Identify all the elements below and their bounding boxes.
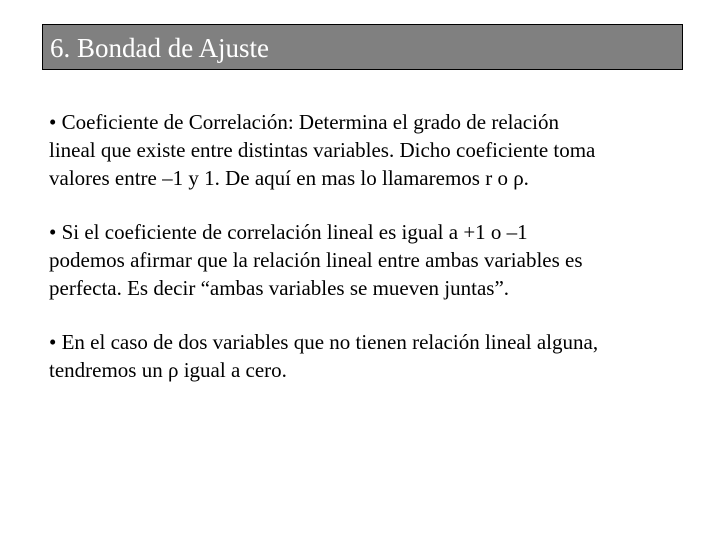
bullet-correlation-coefficient — [49, 108, 689, 192]
bullet-line: lineal que existe entre distintas variables. Dicho coeficiente toma — [49, 138, 596, 162]
bullet-line: perfecta. Es decir “ambas variables se mueven juntas”. — [49, 276, 510, 300]
bullet-line: podemos afirmar que la relación lineal entre ambas variables es — [49, 248, 583, 272]
bullet-line: • En el caso de dos variables que no tienen relación lineal alguna, — [49, 330, 599, 354]
bullet-line: tendremos un ρ igual a cero. — [49, 358, 287, 382]
bullet-perfect-correlation — [49, 218, 689, 302]
slide-content — [49, 108, 689, 410]
bullet-line: valores entre –1 y 1. De aquí en mas lo llamaremos r o ρ. — [49, 166, 529, 190]
bullet-line: • Si el coeficiente de correlación lineal es igual a +1 o –1 — [49, 220, 528, 244]
bullet-line: • Coeficiente de Correlación: Determina el grado de relación — [49, 110, 559, 134]
slide-title-bar — [42, 24, 683, 70]
slide-title: 6. Bondad de Ajuste — [50, 33, 269, 63]
bullet-zero-correlation — [49, 328, 689, 384]
